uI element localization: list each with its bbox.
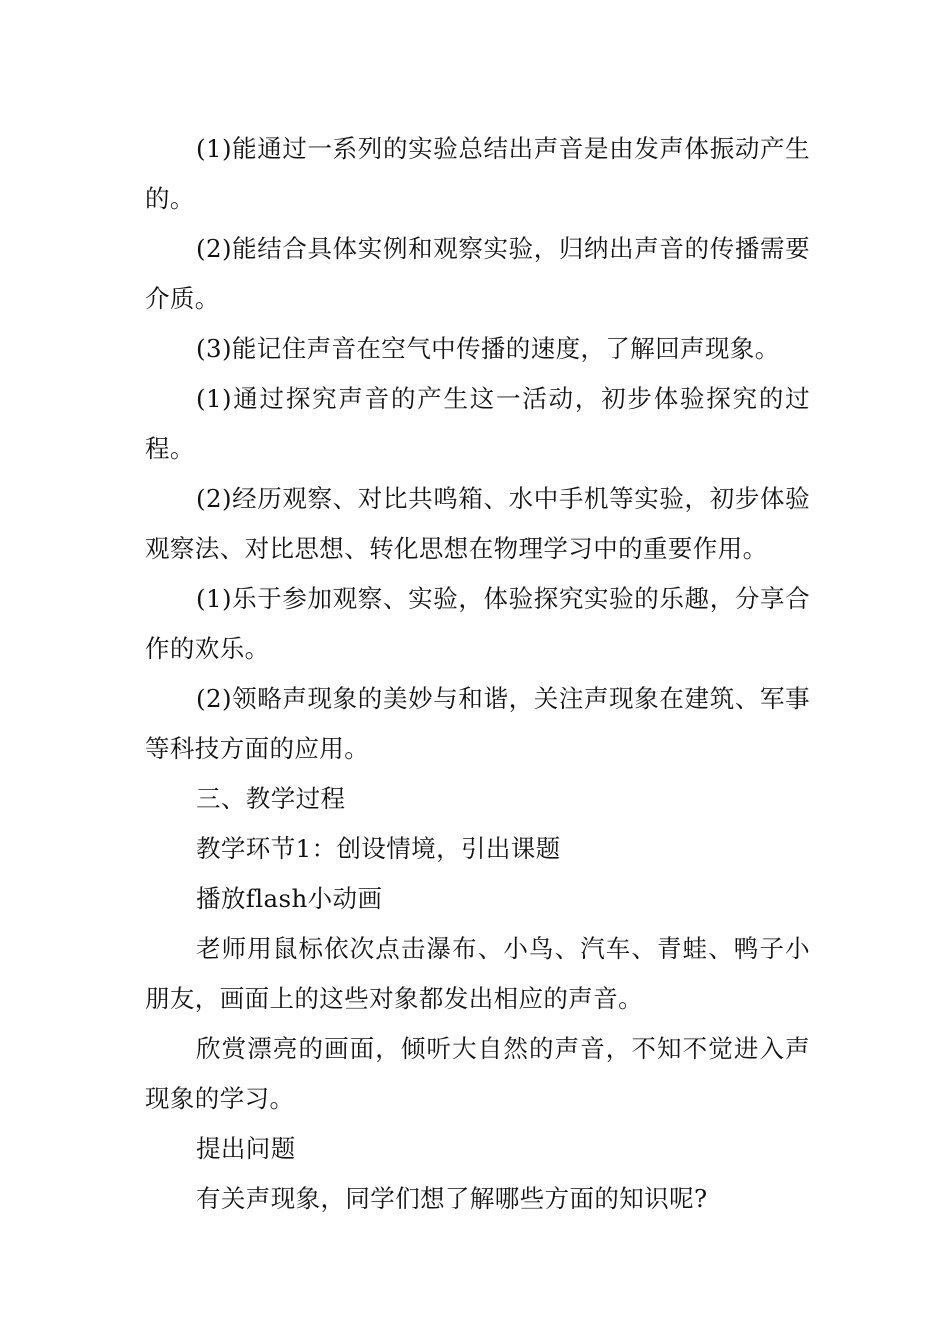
objective-paragraph: (2)能结合具体实例和观察实验，归纳出声音的传播需要介质。 bbox=[145, 234, 810, 313]
body-paragraph: 有关声现象，同学们想了解哪些方面的知识呢? bbox=[196, 1184, 708, 1213]
body-paragraph: 播放flash小动画 bbox=[196, 884, 383, 913]
section-heading: 三、教学过程 bbox=[196, 784, 346, 813]
objective-paragraph: (1)能通过一系列的实验总结出声音是由发声体振动产生的。 bbox=[145, 134, 810, 213]
step-heading: 教学环节1：创设情境，引出课题 bbox=[196, 834, 561, 863]
objective-paragraph: (1)通过探究声音的产生这一活动，初步体验探究的过程。 bbox=[145, 384, 810, 463]
body-paragraph: 欣赏漂亮的画面，倾听大自然的声音，不知不觉进入声现象的学习。 bbox=[145, 1034, 810, 1113]
objective-paragraph: (2)经历观察、对比共鸣箱、水中手机等实验，初步体验观察法、对比思想、转化思想在物理学习中的重要作用。 bbox=[145, 484, 810, 563]
objective-paragraph: (3)能记住声音在空气中传播的速度，了解回声现象。 bbox=[196, 334, 780, 363]
body-paragraph: 老师用鼠标依次点击瀑布、小鸟、汽车、青蛙、鸭子小朋友，画面上的这些对象都发出相应的声音。 bbox=[145, 934, 810, 1013]
document-body bbox=[145, 124, 810, 1224]
objective-paragraph: (2)领略声现象的美妙与和谐，关注声现象在建筑、军事等科技方面的应用。 bbox=[145, 684, 810, 763]
objective-paragraph: (1)乐于参加观察、实验，体验探究实验的乐趣，分享合作的欢乐。 bbox=[145, 584, 810, 663]
body-paragraph: 提出问题 bbox=[196, 1134, 296, 1163]
